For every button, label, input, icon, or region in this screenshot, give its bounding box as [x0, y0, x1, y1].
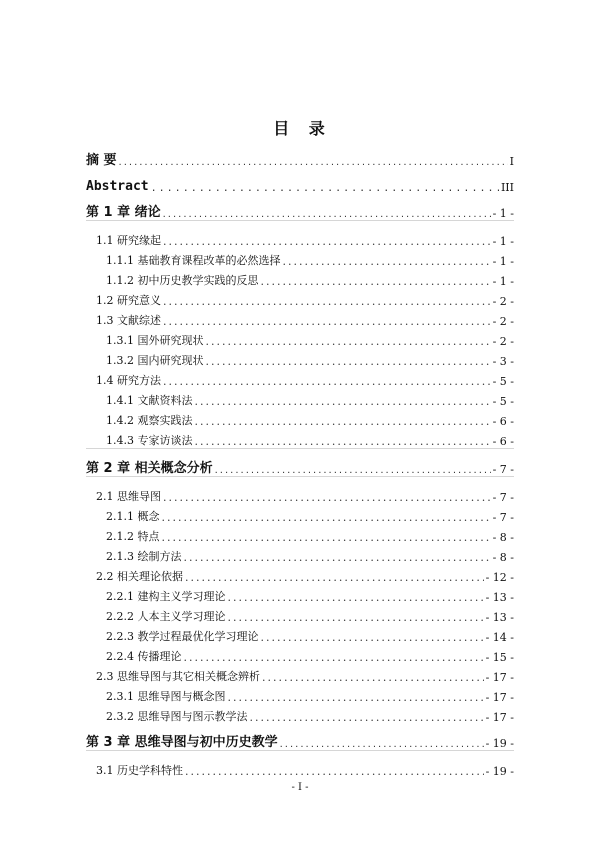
toc-entry[interactable] [96, 370, 514, 388]
toc-entry-label: 2.3.1 思维导图与概念图 [106, 690, 226, 703]
toc-entry-label: 摘 要 [86, 153, 117, 168]
dot-leader [184, 651, 484, 664]
toc-page-number: - 13 - [485, 611, 514, 624]
toc-entry-label: 1.4.1 文献资料法 [106, 394, 193, 407]
toc-entry-label: 2.1.3 绘制方法 [106, 550, 182, 563]
dot-leader [282, 255, 490, 268]
dot-leader [206, 335, 491, 348]
dot-leader [162, 531, 491, 544]
toc-page-number: - 14 - [485, 631, 514, 644]
dot-leader [280, 739, 484, 750]
toc-page-number: - 1 - [492, 207, 514, 220]
dot-leader [163, 295, 491, 308]
toc-entry[interactable] [96, 310, 514, 328]
toc-entry[interactable] [86, 150, 514, 168]
toc-page-number: - 5 - [492, 395, 514, 408]
divider [86, 750, 514, 751]
toc-page-number: - 19 - [485, 737, 514, 750]
toc-entry-label: 2.2.4 传播理论 [106, 650, 182, 663]
toc-entry-label: 第 3 章 思维导图与初中历史教学 [86, 735, 278, 750]
toc-page-number: - 17 - [485, 711, 514, 724]
toc-entry[interactable] [106, 330, 514, 348]
toc-entry-label: 2.1.2 特点 [106, 530, 160, 543]
toc-entry[interactable] [86, 176, 514, 194]
toc-entry-label: 1.4.3 专家访谈法 [106, 434, 193, 447]
toc-entry[interactable] [106, 270, 514, 288]
dot-leader [250, 711, 484, 724]
toc-entry-label: 2.2.1 建构主义学习理论 [106, 590, 226, 603]
toc-page-number: - 6 - [492, 435, 514, 448]
toc-entry-label: 1.3.2 国内研究现状 [106, 354, 204, 367]
dot-leader [185, 571, 484, 584]
dot-leader [262, 671, 484, 684]
toc-entry[interactable] [106, 706, 514, 724]
toc-entry[interactable] [106, 686, 514, 704]
toc-entry-label: 2.1.1 概念 [106, 510, 160, 523]
toc-entry-label: 2.3 思维导图与其它相关概念辨析 [96, 670, 260, 683]
toc-page-number: - 7 - [492, 491, 514, 504]
dot-leader [195, 415, 491, 428]
toc-entry[interactable] [96, 290, 514, 308]
toc-entry-label: 1.3 文献综述 [96, 314, 161, 327]
toc-entry-label: 2.2.2 人本主义学习理论 [106, 610, 226, 623]
toc-entry[interactable] [106, 586, 514, 604]
dot-leader [215, 465, 491, 476]
toc-page-number: - 17 - [485, 671, 514, 684]
dot-leader [195, 435, 491, 448]
toc-entry-label: 2.3.2 思维导图与图示教学法 [106, 710, 248, 723]
toc-entry-label: 第 2 章 相关概念分析 [86, 461, 213, 476]
toc-page-number: - 5 - [492, 375, 514, 388]
toc-entry[interactable] [96, 666, 514, 684]
toc-entry[interactable] [106, 350, 514, 368]
toc-entry-label: 1.1.2 初中历史教学实践的反思 [106, 274, 259, 287]
toc-page-number: - 12 - [485, 571, 514, 584]
dot-leader [228, 591, 484, 604]
toc-page-number: - 1 - [492, 235, 514, 248]
dot-leader [163, 491, 491, 504]
dot-leader [195, 395, 491, 408]
toc-entry[interactable] [106, 390, 514, 408]
dot-leader [119, 157, 508, 168]
dot-leader [184, 551, 491, 564]
toc-page-number: - 2 - [492, 335, 514, 348]
toc-entry-label: 1.4.2 观察实践法 [106, 414, 193, 427]
dot-leader [163, 235, 491, 248]
dot-leader [163, 375, 491, 388]
toc-entry[interactable] [96, 760, 514, 778]
toc-entry-label: 1.1 研究缘起 [96, 234, 161, 247]
toc-entry-label: 1.1.1 基础教育课程改革的必然选择 [106, 254, 281, 267]
dot-leader [206, 355, 491, 368]
toc-entry-label: 2.1 思维导图 [96, 490, 161, 503]
dot-leader [228, 611, 484, 624]
toc-page-number: - 8 - [492, 551, 514, 564]
toc-entry-label: 1.3.1 国外研究现状 [106, 334, 204, 347]
toc-entry[interactable] [86, 732, 514, 750]
toc-page-number: - 2 - [492, 295, 514, 308]
toc-page-number: - 15 - [485, 651, 514, 664]
toc-entry[interactable] [106, 606, 514, 624]
toc-page-number: - 3 - [492, 355, 514, 368]
toc-entry[interactable] [96, 230, 514, 248]
toc-entry[interactable] [106, 526, 514, 544]
toc-page-number: - 6 - [492, 415, 514, 428]
toc-entry[interactable] [106, 626, 514, 644]
toc-page-number: - 1 - [492, 255, 514, 268]
toc-entry-label: 3.1 历史学科特性 [96, 764, 183, 777]
toc-entry[interactable] [96, 486, 514, 504]
toc-entry[interactable] [106, 506, 514, 524]
divider [86, 220, 514, 221]
dot-leader [261, 631, 484, 644]
toc-entry[interactable] [106, 646, 514, 664]
toc-page-number: - 2 - [492, 315, 514, 328]
toc-page-number: III [500, 181, 514, 194]
dot-leader [261, 275, 491, 288]
toc-entry[interactable] [106, 250, 514, 268]
dot-leader [151, 183, 499, 194]
toc-page-number: - 7 - [492, 463, 514, 476]
page-footer: - I - [291, 782, 309, 793]
page-title: 目 录 [273, 119, 327, 138]
divider [86, 448, 514, 449]
toc-entry[interactable] [106, 410, 514, 428]
toc-page-number: I [509, 155, 514, 168]
toc-page-number: - 19 - [485, 765, 514, 778]
toc-page-number: - 8 - [492, 531, 514, 544]
toc-entry-label: 1.4 研究方法 [96, 374, 161, 387]
dot-leader [163, 209, 491, 220]
dot-leader [185, 765, 484, 778]
toc-entry-label: 2.2 相关理论依据 [96, 570, 183, 583]
toc-entry[interactable] [106, 430, 514, 448]
toc-entry[interactable] [86, 458, 514, 476]
dot-leader [228, 691, 484, 704]
toc-entry-label: 第 1 章 绪论 [86, 205, 161, 220]
toc-entry[interactable] [96, 566, 514, 584]
dot-leader [163, 315, 491, 328]
divider [86, 476, 514, 477]
toc-entry-label: Abstract [86, 179, 149, 194]
toc-page-number: - 17 - [485, 691, 514, 704]
toc-page-number: - 1 - [492, 275, 514, 288]
toc-entry-label: 2.2.3 教学过程最优化学习理论 [106, 630, 259, 643]
toc-page-number: - 13 - [485, 591, 514, 604]
toc-entry[interactable] [106, 546, 514, 564]
dot-leader [162, 511, 491, 524]
toc-page-number: - 7 - [492, 511, 514, 524]
toc-entry-label: 1.2 研究意义 [96, 294, 161, 307]
toc-entry[interactable] [86, 202, 514, 220]
